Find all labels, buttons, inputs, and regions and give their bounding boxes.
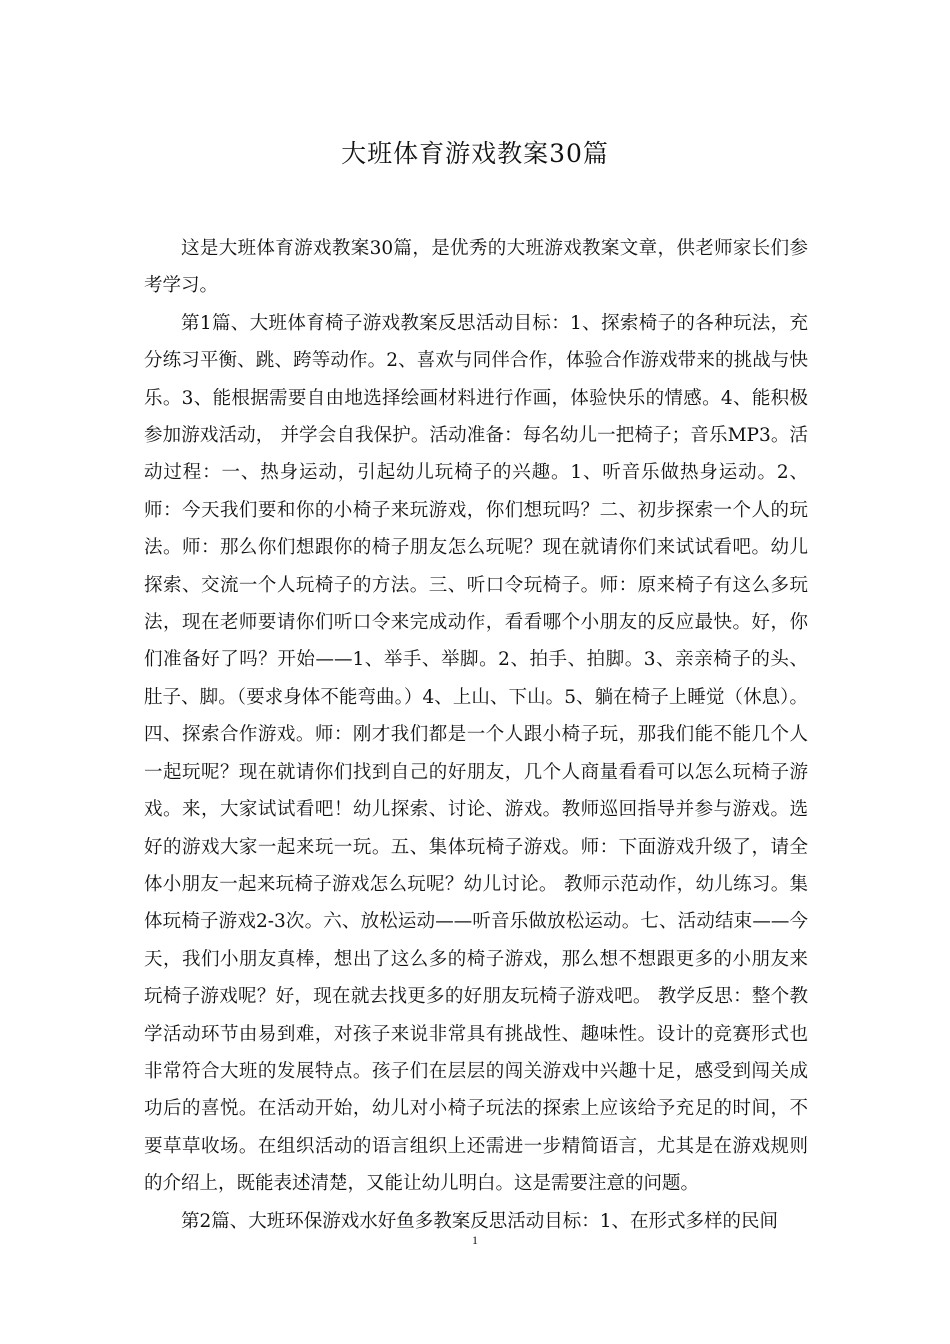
article-2-paragraph: 第2篇、大班环保游戏水好鱼多教案反思活动目标：1、在形式多样的民间 — [181, 1210, 779, 1232]
document-title: 大班体育游戏教案30篇 — [341, 139, 609, 168]
page-number: 1 — [472, 1233, 478, 1247]
article-1-paragraph: 第1篇、大班体育椅子游戏教案反思活动目标：1、探索椅子的各种玩法，充分练习平衡、跳、跨等动作。2、喜欢与同伴合作，体验合作游戏带来的挑战与快乐。3、能根据需要自由地选择绘画材料进行作画，体验快乐的情感。4、能积极参加游戏活动， 并学会自我保护。活动准备：每名幼儿一把椅子；音乐MP3。活动过程：一、热身运动，引起幼儿玩椅子的兴趣。1、听音乐做热身运动。2、师：今天我们要和你的小椅子来玩游戏，你们想玩吗？二、初步探索一个人的玩法。师：那么你们想跟你的椅子朋友怎么玩呢？现在就请你们来试试看吧。幼儿探索、交流一个人玩椅子的方法。三、听口令玩椅子。师：原来椅子有这么多玩法，现在老师要请你们听口令来完成动作，看看哪个小朋友的反应最快。好，你们准备好了吗？开始——1、举手、举脚。2、拍手、拍脚。3、亲亲椅子的头、肚子、脚。（要求身体不能弯曲。）4、上山、下山。5、躺在椅子上睡觉（休息）。四、探索合作游戏。师：刚才我们都是一个人跟小椅子玩，那我们能不能几个人一起玩呢？现在就请你们找到自己的好朋友，几个人商量看看可以怎么玩椅子游戏。来，大家试试看吧！幼儿探索、讨论、游戏。教师巡回指导并参与游戏。选好的游戏大家一起来玩一玩。五、集体玩椅子游戏。师：下面游戏升级了，请全体小朋友一起来玩椅子游戏怎么玩呢？幼儿讨论。 教师示范动作，幼儿练习。集体玩椅子游戏2-3次。六、放松运动——听音乐做放松运动。七、活动结束——今天，我们小朋友真棒，想出了这么多的椅子游戏，那么想不想跟更多的小朋友来玩椅子游戏呢？好，现在就去找更多的好朋友玩椅子游戏吧。 教学反思：整个教学活动环节由易到难，对孩子来说非常具有挑战性、趣味性。设计的竞赛形式也非常符合大班的发展特点。孩子们在层层的闯关游戏中兴趣十足，感受到闯关成功后的喜悦。在活动开始，幼儿对小椅子玩法的探索上应该给予充足的时间，不要草草收场。在组织活动的语言组织上还需进一步精简语言，尤其是在游戏规则的介绍上，既能表述清楚，又能让幼儿明白。这是需要注意的问题。 — [144, 312, 808, 1195]
intro-paragraph: 这是大班体育游戏教案30篇，是优秀的大班游戏教案文章，供老师家长们参考学习。 — [144, 238, 808, 297]
document-body — [144, 230, 808, 1240]
